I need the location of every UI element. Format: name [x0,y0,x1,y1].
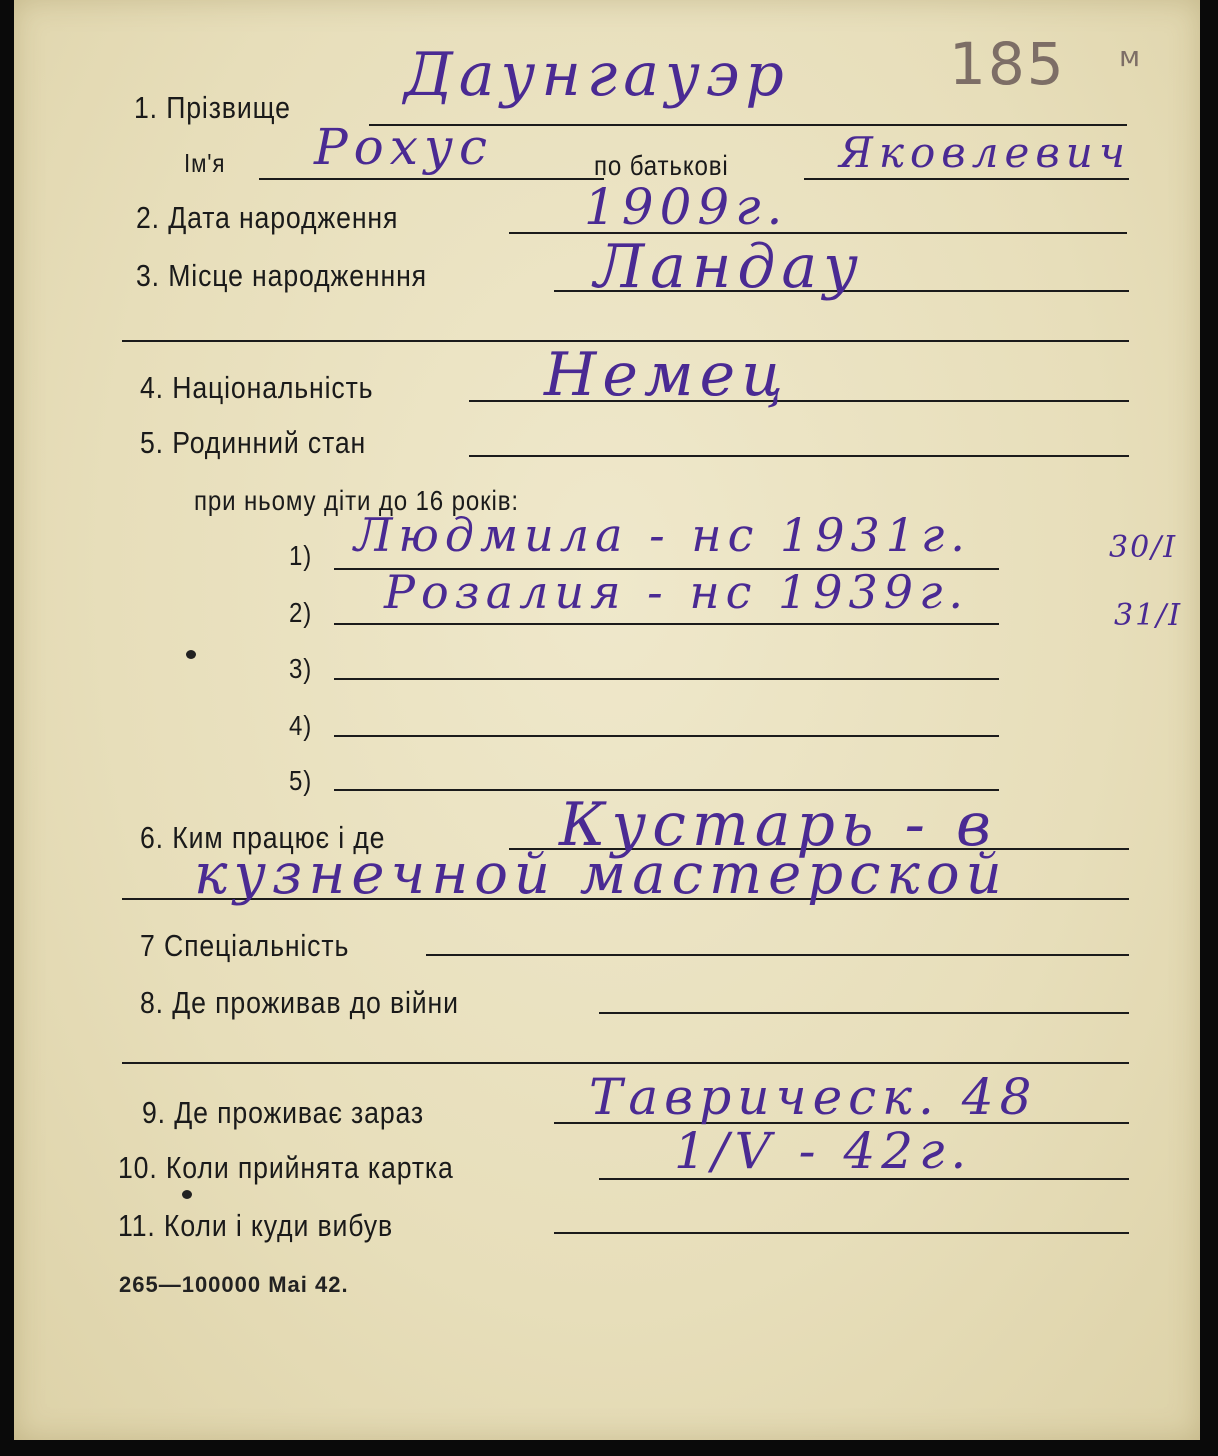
punch-hole-bottom [182,1190,192,1199]
patronymic-line [804,178,1129,180]
child-5-number: 5) [289,765,313,796]
pencil-number: 185 [949,30,1066,98]
birth-place-value: Ландау [594,232,864,302]
child-2-number: 2) [289,597,313,628]
child-2-line [334,623,999,625]
departure-label: 11. Коли і куди вибув [118,1208,394,1243]
card-accepted-value: 1/V - 42г. [674,1122,973,1180]
specialty-label: 7 Спеціальність [140,928,350,963]
child-1-number: 1) [289,540,313,571]
work-value-1: Кустарь - в [559,790,997,860]
work-value-2: кузнечной мастерской [194,842,1008,907]
departure-line [554,1232,1129,1234]
child-1-value: Людмила - нс 1931г. [354,508,971,562]
prewar-residence-line [599,1012,1129,1014]
prewar-residence-label: 8. Де проживав до війни [140,985,459,1020]
family-status-line [469,455,1129,457]
surname-value: Даунгауэр [404,40,790,110]
birth-date-label: 2. Дата народження [136,200,399,235]
family-status-label: 5. Родинний стан [140,425,367,460]
surname-label: 1. Прізвище [134,90,291,125]
child-3-number: 3) [289,653,313,684]
child-1-note: 30/I [1109,530,1178,565]
print-run-footer: 265—100000 Maі 42. [119,1272,349,1297]
patronymic-label: по батькові [594,150,729,181]
child-2-value: Розалия - нс 1939г. [384,565,969,619]
pencil-number-sup: м [1119,40,1141,73]
current-residence-label: 9. Де проживає зараз [142,1095,424,1130]
birth-date-value: 1909г. [584,178,789,236]
specialty-line [426,954,1129,956]
name-line [259,178,604,180]
children-label: при ньому діти до 16 років: [194,485,519,516]
patronymic-value: Яковлевич [839,128,1131,177]
prewar-residence-extra-line [122,1062,1129,1064]
child-4-number: 4) [289,710,313,741]
child-4-line [334,735,999,737]
name-value: Рохус [314,118,493,176]
nationality-label: 4. Національність [140,370,374,405]
work-label: 6. Ким працює і де [140,820,386,855]
registration-card [14,0,1200,1440]
punch-hole-top [186,650,196,659]
nationality-value: Немец [544,340,789,410]
child-3-line [334,678,999,680]
child-2-note: 31/I [1114,598,1183,633]
card-accepted-label: 10. Коли прийнята картка [118,1150,454,1185]
name-label: Ім'я [184,148,226,178]
birth-place-label: 3. Місце народженння [136,258,427,293]
current-residence-value: Таврическ. 48 [589,1068,1038,1126]
